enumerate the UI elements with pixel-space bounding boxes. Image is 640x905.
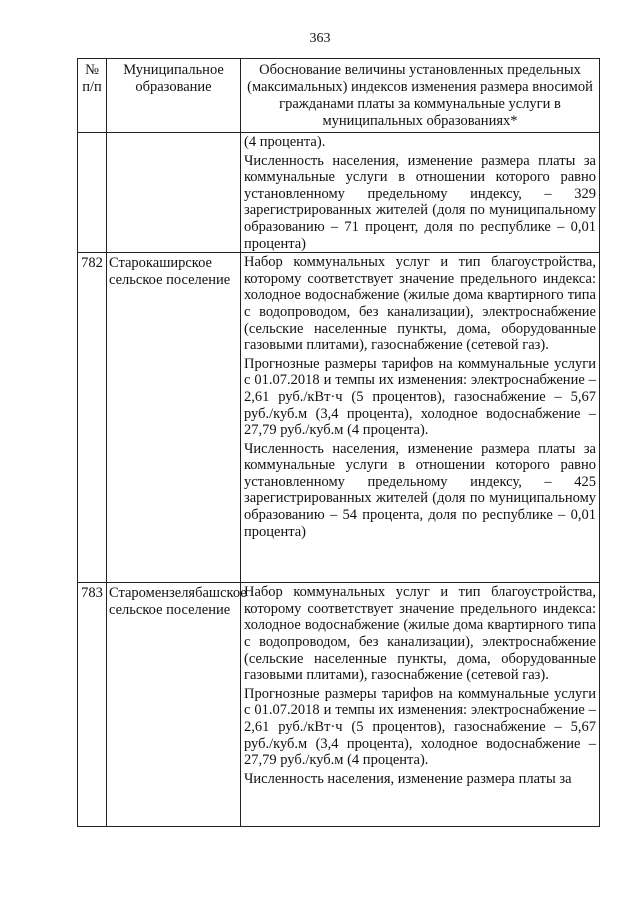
paragraph: Прогнозные размеры тарифов на коммунальные услуги с 01.07.2018 и темпы их изменения: электроснабжение – 2,61 руб./кВт·ч (5 процентов), газоснабжение – 5,67 руб./куб.м (3,4 процента), холодное водоснабжение – 27,79 руб./куб.м (4 процента). xyxy=(244,685,596,769)
table-row-continuation xyxy=(78,133,600,253)
paragraph: Набор коммунальных услуг и тип благоустройства, которому соответствует значение предельного индекса: холодное водоснабжение (жилые дома квартирного типа с водопроводом, без канализации), электроснабжение (сельские населенные пункты, дома, оборудованные газовыми плитами), газоснабжение (сетевой газ). xyxy=(244,584,596,684)
cell-justification xyxy=(241,583,600,827)
tariff-index-table xyxy=(77,58,600,827)
paragraph: Численность населения, изменение размера платы за коммунальные услуги в отношении которого равно установленному предельному индексу, – 329 зарегистрированных жителей (доля по муниципальному образованию – 71 процент, доля по республике – 0,01 процента) xyxy=(244,152,596,252)
cell-municipality: Старокаширское сельское поселение xyxy=(107,253,241,583)
cell-justification xyxy=(241,133,600,253)
cell-justification xyxy=(241,253,600,583)
paragraph: Численность населения, изменение размера платы за коммунальные услуги в отношении которого равно установленному предельному индексу, – 425 зарегистрированных жителей (доля по муниципальному образованию – 54 процента, доля по республике – 0,01 процента) xyxy=(244,440,596,540)
cell-municipality: Старомензелябашское сельское поселение xyxy=(107,583,241,827)
cell-num xyxy=(78,133,107,253)
cell-num: 783 xyxy=(78,583,107,827)
table-row xyxy=(78,583,600,827)
header-municipality: Муниципальное образование xyxy=(107,59,241,133)
table-row xyxy=(78,253,600,583)
paragraph: (4 процента). xyxy=(244,134,326,150)
paragraph: Прогнозные размеры тарифов на коммунальные услуги с 01.07.2018 и темпы их изменения: электроснабжение – 2,61 руб./кВт·ч (5 процентов), газоснабжение – 5,67 руб./куб.м (3,4 процента), холодное водоснабжение – 27,79 руб./куб.м (4 процента). xyxy=(244,355,596,439)
cell-num: 782 xyxy=(78,253,107,583)
table-header-row xyxy=(78,59,600,133)
header-justification: Обоснование величины установленных предельных (максимальных) индексов изменения размера вносимой гражданами платы за коммунальные услуги в муниципальных образованиях* xyxy=(241,59,600,133)
page-number: 363 xyxy=(309,31,331,46)
header-num: № п/п xyxy=(78,59,107,133)
cell-municipality xyxy=(107,133,241,253)
paragraph: Набор коммунальных услуг и тип благоустройства, которому соответствует значение предельного индекса: холодное водоснабжение (жилые дома квартирного типа с водопроводом, без канализации), электроснабжение (сельские населенные пункты, дома, оборудованные газовыми плитами), газоснабжение (сетевой газ). xyxy=(244,254,596,354)
paragraph: Численность населения, изменение размера платы за xyxy=(244,770,572,787)
